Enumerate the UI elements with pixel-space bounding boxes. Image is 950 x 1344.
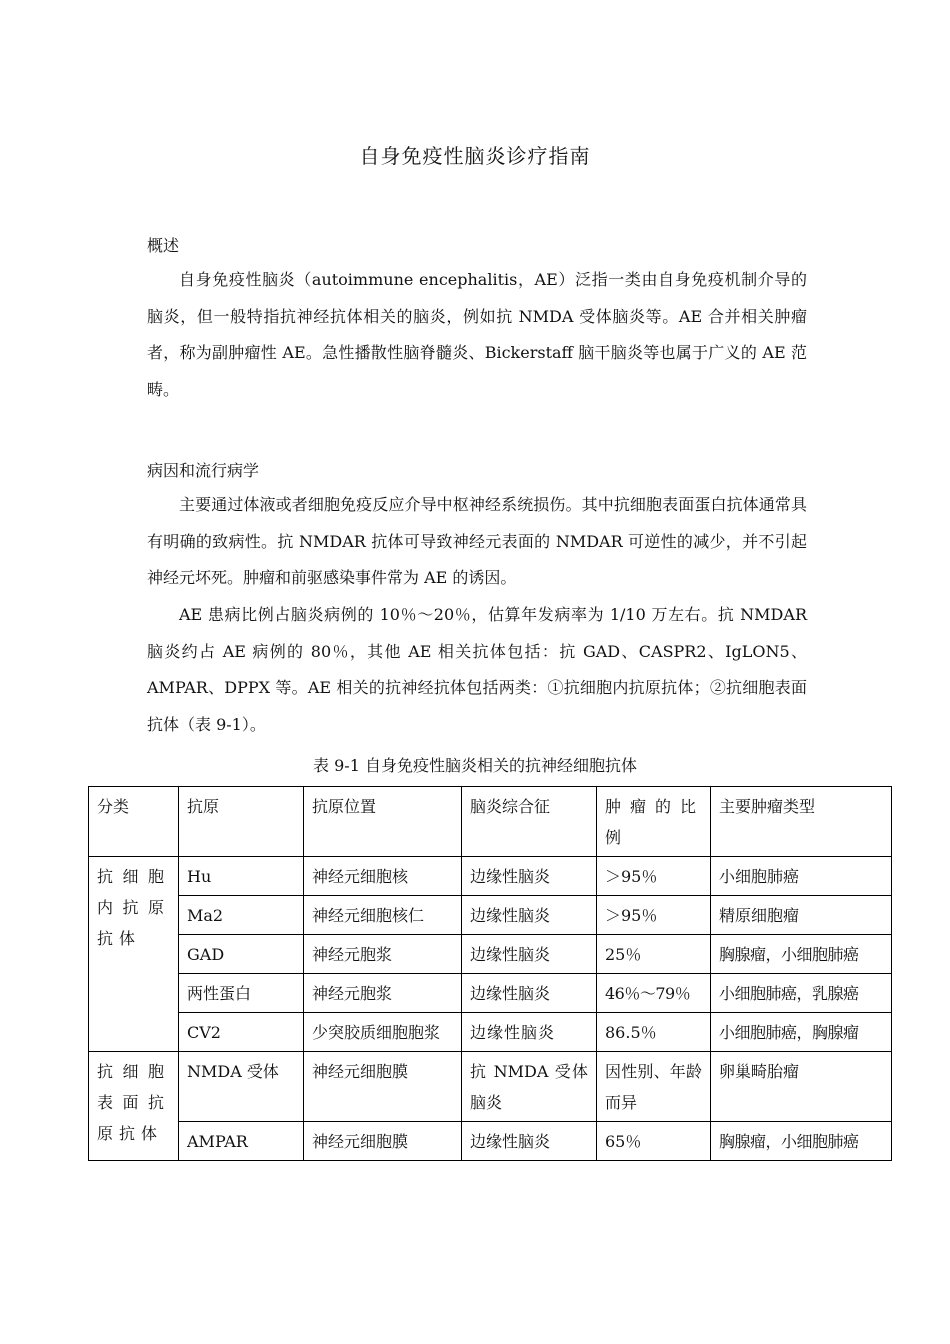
table-row — [89, 935, 892, 974]
header-cell: 抗原 — [179, 787, 304, 857]
table-cell: ＞95％ — [597, 857, 711, 896]
table-row — [89, 1052, 892, 1122]
header-cell: 肿瘤的比例 — [597, 787, 711, 857]
table-cell: 神经元胞浆 — [304, 974, 462, 1013]
table-cell: 胸腺瘤，小细胞肺癌 — [711, 1122, 892, 1161]
etiology-paragraph-2: AE 患病比例占脑炎病例的 10％～20％，估算年发病率为 1/10 万左右。抗 NMDAR 脑炎约占 AE 病例的 80％，其他 AE 相关抗体包括：抗 GAD、CASPR2、IgLON5、AMPAR、DPPX 等。AE 相关的抗神经抗体包括两类：①抗细胞内抗原抗体；②抗细胞表面抗体（表 9-1）。 — [147, 605, 807, 734]
table-cell: 25％ — [597, 935, 711, 974]
table-cell: 卵巢畸胎瘤 — [711, 1052, 892, 1122]
table-cell: 神经元细胞核 — [304, 857, 462, 896]
section-heading-overview: 概述 — [147, 236, 180, 255]
table-cell: 边缘性脑炎 — [462, 1013, 597, 1052]
table-cell: 胸腺瘤，小细胞肺癌 — [711, 935, 892, 974]
table-cell: 小细胞肺癌，乳腺癌 — [711, 974, 892, 1013]
table-cell: NMDA 受体 — [179, 1052, 304, 1122]
header-cell: 主要肿瘤类型 — [711, 787, 892, 857]
header-cell: 脑炎综合征 — [462, 787, 597, 857]
table-cell: 神经元细胞膜 — [304, 1122, 462, 1161]
header-cell: 抗原位置 — [304, 787, 462, 857]
overview-paragraph: 自身免疫性脑炎（autoimmune encephalitis，AE）泛指一类由自身免疫机制介导的脑炎，但一般特指抗神经抗体相关的脑炎，例如抗 NMDA 受体脑炎等。AE 合并相关肿瘤者，称为副肿瘤性 AE。急性播散性脑脊髓炎、Bickerstaff 脑干脑炎等也属于广义的 AE 范畴。 — [147, 270, 807, 399]
category-cell: 抗细胞表面抗原抗体 — [89, 1052, 179, 1161]
table-cell: 边缘性脑炎 — [462, 935, 597, 974]
table-cell: 两性蛋白 — [179, 974, 304, 1013]
table-cell: AMPAR — [179, 1122, 304, 1161]
table-cell: 神经元细胞核仁 — [304, 896, 462, 935]
table-row — [89, 896, 892, 935]
table-cell: 边缘性脑炎 — [462, 857, 597, 896]
table-cell: 神经元胞浆 — [304, 935, 462, 974]
table-cell: 精原细胞瘤 — [711, 896, 892, 935]
table-cell: 少突胶质细胞胞浆 — [304, 1013, 462, 1052]
table-row — [89, 857, 892, 896]
antibody-table — [88, 786, 892, 1161]
table-cell: GAD — [179, 935, 304, 974]
table-row — [89, 1122, 892, 1161]
document-title: 自身免疫性脑炎诊疗指南 — [359, 144, 591, 168]
table-row — [89, 1013, 892, 1052]
table-caption: 表 9-1 自身免疫性脑炎相关的抗神经细胞抗体 — [313, 756, 637, 775]
category-cell: 抗细胞内抗原抗体 — [89, 857, 179, 1052]
table-cell: 65％ — [597, 1122, 711, 1161]
table-cell: Hu — [179, 857, 304, 896]
table-cell: 86.5％ — [597, 1013, 711, 1052]
table-cell: 因性别、年龄而异 — [597, 1052, 711, 1122]
header-cell: 分类 — [89, 787, 179, 857]
table-cell: Ma2 — [179, 896, 304, 935]
etiology-paragraph-1: 主要通过体液或者细胞免疫反应介导中枢神经系统损伤。其中抗细胞表面蛋白抗体通常具有明确的致病性。抗 NMDAR 抗体可导致神经元表面的 NMDAR 可逆性的减少，并不引起神经元坏死。肿瘤和前驱感染事件常为 AE 的诱因。 — [147, 495, 807, 587]
table-cell: 神经元细胞膜 — [304, 1052, 462, 1122]
table-cell: 小细胞肺癌，胸腺瘤 — [711, 1013, 892, 1052]
table-cell: 抗 NMDA 受体脑炎 — [462, 1052, 597, 1122]
table-cell: 小细胞肺癌 — [711, 857, 892, 896]
table-cell: CV2 — [179, 1013, 304, 1052]
table-header-row — [89, 787, 892, 857]
section-heading-etiology: 病因和流行病学 — [147, 461, 260, 480]
table-cell: ＞95％ — [597, 896, 711, 935]
table-cell: 边缘性脑炎 — [462, 974, 597, 1013]
table-cell: 边缘性脑炎 — [462, 1122, 597, 1161]
table-cell: 边缘性脑炎 — [462, 896, 597, 935]
table-cell: 46％～79％ — [597, 974, 711, 1013]
table-row — [89, 974, 892, 1013]
